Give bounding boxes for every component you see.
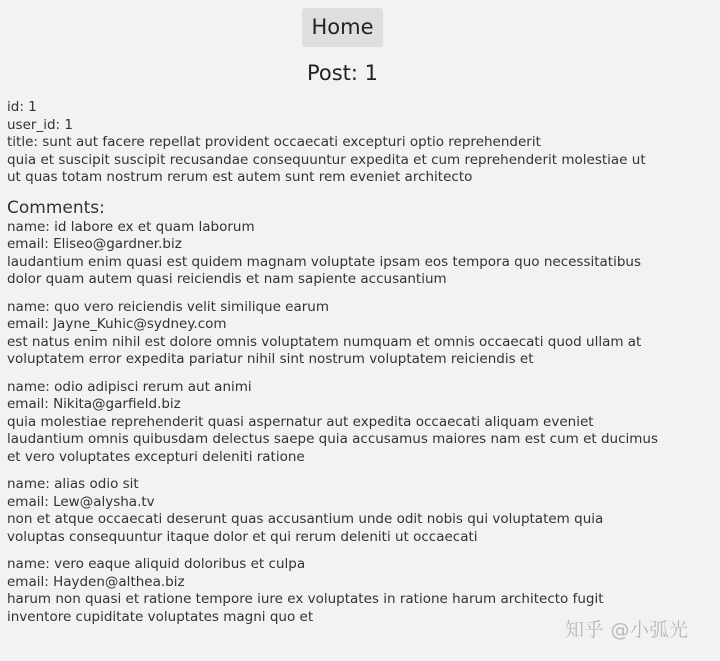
post-body-line: quia et suscipit suscipit recusandae consequuntur expedita et cum reprehenderit molestiae ut bbox=[7, 151, 646, 168]
comment-email: email: Jayne_Kuhic@sydney.com bbox=[7, 316, 227, 332]
comment-body-line: harum non quasi et ratione tempore iure ex voluptates in ratione harum architecto fugit bbox=[7, 591, 604, 607]
comment-item bbox=[7, 476, 697, 546]
comments-heading: Comments: bbox=[7, 197, 105, 218]
comment-body-line: et vero voluptates excepturi deleniti ratione bbox=[7, 448, 305, 465]
post-heading: Post: 1 bbox=[306, 61, 379, 85]
comment-body-line: voluptatem error expedita pariatur nihil sint nostrum voluptatem reiciendis et bbox=[7, 351, 534, 367]
comment-item bbox=[7, 379, 697, 467]
comment-name: name: vero eaque aliquid doloribus et culpa bbox=[7, 556, 306, 572]
comment-body-line: laudantium omnis quibusdam delectus saepe quia accusamus maiores nam est cum et ducimus bbox=[7, 431, 658, 447]
comment-name: name: quo vero reiciendis velit similique earum bbox=[7, 298, 330, 315]
comment-body-line: dolor quam autem quasi reiciendis et nam sapiente accusantium bbox=[7, 271, 447, 287]
comment-item bbox=[7, 556, 697, 626]
comment-email: email: Lew@alysha.tv bbox=[7, 493, 155, 510]
post-body-line: ut quas totam nostrum rerum est autem sunt rem eveniet architecto bbox=[7, 169, 473, 185]
comment-item bbox=[7, 219, 697, 289]
watermark: 知乎 @小弧光 bbox=[565, 619, 689, 641]
post-user-id: user_id: 1 bbox=[7, 116, 73, 133]
comment-email: email: Hayden@althea.biz bbox=[7, 573, 185, 590]
post-id: id: 1 bbox=[7, 99, 37, 115]
comment-body-line: quia molestiae reprehenderit quasi aspernatur aut expedita occaecati aliquam eveniet bbox=[7, 413, 594, 430]
comment-email: email: Nikita@garfield.biz bbox=[7, 396, 181, 412]
home-button[interactable]: Home bbox=[302, 8, 383, 47]
post-details bbox=[7, 99, 697, 636]
comment-body-line: inventore cupiditate voluptates magni quo et bbox=[7, 608, 314, 625]
comment-name: name: id labore ex et quam laborum bbox=[7, 218, 255, 235]
comment-name: name: odio adipisci rerum aut animi bbox=[7, 378, 252, 395]
post-title-text: title: sunt aut facere repellat provident occaecati excepturi optio reprehenderit bbox=[7, 134, 541, 150]
comment-body-line: voluptas consequuntur itaque dolor et qui rerum deleniti ut occaecati bbox=[7, 528, 478, 545]
comment-item bbox=[7, 299, 697, 369]
comment-email: email: Eliseo@gardner.biz bbox=[7, 236, 182, 252]
comment-name: name: alias odio sit bbox=[7, 476, 139, 492]
comment-body-line: non et atque occaecati deserunt quas accusantium unde odit nobis qui voluptatem quia bbox=[7, 511, 604, 527]
comment-body-line: laudantium enim quasi est quidem magnam voluptate ipsam eos tempora quo necessitatibus bbox=[7, 253, 642, 270]
comment-body-line: est natus enim nihil est dolore omnis voluptatem numquam et omnis occaecati quod ullam at bbox=[7, 333, 642, 350]
